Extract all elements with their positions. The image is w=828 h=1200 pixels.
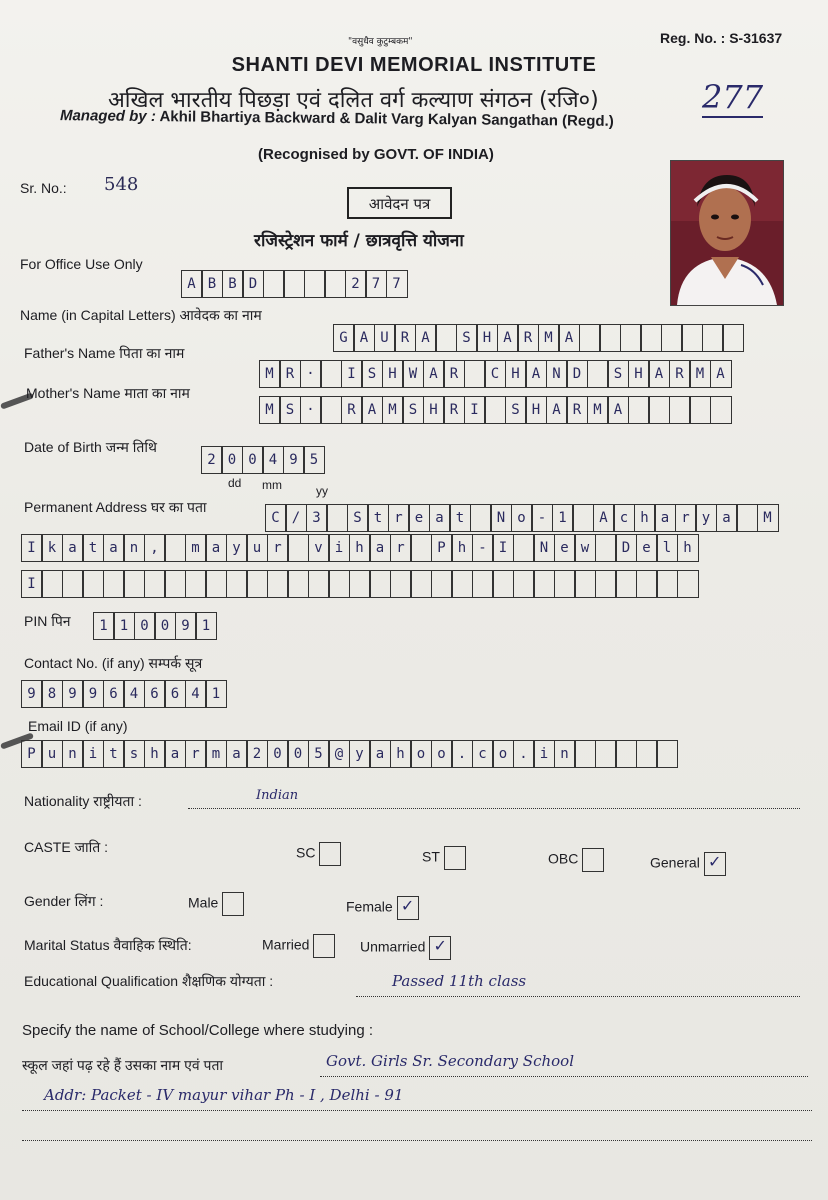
- school-line-3: [22, 1140, 812, 1141]
- char-cell[interactable]: /: [285, 504, 307, 532]
- char-cell[interactable]: 1: [113, 612, 135, 640]
- address-row-1[interactable]: [266, 504, 779, 532]
- char-cell[interactable]: [369, 570, 391, 598]
- char-cell[interactable]: 6: [144, 680, 166, 708]
- char-cell[interactable]: t: [367, 504, 389, 532]
- char-cell[interactable]: r: [185, 740, 207, 768]
- char-cell[interactable]: l: [656, 534, 678, 562]
- char-cell[interactable]: 2: [201, 446, 223, 474]
- char-cell[interactable]: [308, 570, 330, 598]
- mother-name-cells[interactable]: [260, 396, 732, 424]
- char-cell[interactable]: [390, 570, 412, 598]
- office-use-cells: [182, 270, 408, 298]
- managed-by-name: Akhil Bhartiya Backward & Dalit Varg Kalyan Sangathan (Regd.): [159, 108, 614, 130]
- school-label: Specify the name of School/College where studying :: [22, 1022, 374, 1039]
- char-cell[interactable]: 0: [267, 740, 289, 768]
- char-cell[interactable]: c: [613, 504, 635, 532]
- char-cell[interactable]: [636, 740, 658, 768]
- char-cell[interactable]: C: [484, 360, 506, 388]
- char-cell[interactable]: [304, 270, 326, 298]
- char-cell[interactable]: [689, 396, 711, 424]
- char-cell[interactable]: N: [546, 360, 568, 388]
- char-cell[interactable]: [669, 396, 691, 424]
- char-cell[interactable]: A: [415, 324, 437, 352]
- char-cell[interactable]: [205, 570, 227, 598]
- pin-cells[interactable]: [94, 612, 217, 640]
- char-cell[interactable]: [435, 324, 457, 352]
- char-cell[interactable]: S: [402, 396, 424, 424]
- char-cell[interactable]: h: [451, 534, 473, 562]
- caste-obc-checkbox[interactable]: [582, 848, 604, 872]
- caste-general-label: General: [650, 854, 700, 871]
- char-cell[interactable]: A: [648, 360, 670, 388]
- nationality-value: Indian: [256, 788, 299, 803]
- char-cell[interactable]: [595, 534, 617, 562]
- char-cell[interactable]: i: [328, 534, 350, 562]
- char-cell[interactable]: A: [607, 396, 629, 424]
- char-cell[interactable]: ·: [300, 396, 322, 424]
- char-cell[interactable]: o: [511, 504, 533, 532]
- registration-number: Reg. No. : S-31637: [660, 30, 783, 46]
- char-cell[interactable]: [595, 740, 617, 768]
- char-cell[interactable]: A: [181, 270, 203, 298]
- char-cell[interactable]: S: [505, 396, 527, 424]
- char-cell[interactable]: 9: [283, 446, 305, 474]
- char-cell[interactable]: [640, 324, 662, 352]
- caste-sc-label: SC: [296, 844, 316, 861]
- nationality-line: [188, 808, 800, 809]
- char-cell[interactable]: [513, 534, 535, 562]
- char-cell[interactable]: 0: [134, 612, 156, 640]
- char-cell[interactable]: i: [533, 740, 555, 768]
- char-cell[interactable]: 0: [287, 740, 309, 768]
- char-cell[interactable]: w: [574, 534, 596, 562]
- char-cell[interactable]: [722, 324, 744, 352]
- char-cell[interactable]: A: [525, 360, 547, 388]
- char-cell[interactable]: a: [716, 504, 738, 532]
- char-cell[interactable]: y: [695, 504, 717, 532]
- char-cell[interactable]: a: [369, 534, 391, 562]
- char-cell[interactable]: 5: [308, 740, 330, 768]
- char-cell[interactable]: t: [103, 740, 125, 768]
- char-cell[interactable]: [328, 570, 350, 598]
- char-cell[interactable]: S: [456, 324, 478, 352]
- char-cell[interactable]: [572, 504, 594, 532]
- char-cell[interactable]: [263, 270, 285, 298]
- char-cell[interactable]: A: [353, 324, 375, 352]
- char-cell[interactable]: [574, 570, 596, 598]
- char-cell[interactable]: S: [361, 360, 383, 388]
- char-cell[interactable]: [246, 570, 268, 598]
- char-cell[interactable]: ,: [144, 534, 166, 562]
- char-cell[interactable]: B: [201, 270, 223, 298]
- char-cell[interactable]: H: [476, 324, 498, 352]
- serial-number-value: 548: [104, 174, 139, 195]
- char-cell[interactable]: R: [443, 360, 465, 388]
- char-cell[interactable]: 5: [303, 446, 325, 474]
- email-label: Email ID (if any): [28, 718, 128, 734]
- char-cell[interactable]: [579, 324, 601, 352]
- dob-dd-caption: dd: [228, 476, 242, 490]
- motto: "वसुधैव कुटुम्बकम": [348, 37, 413, 47]
- char-cell[interactable]: R: [669, 360, 691, 388]
- char-cell[interactable]: n: [62, 740, 84, 768]
- char-cell[interactable]: [574, 740, 596, 768]
- char-cell[interactable]: [326, 504, 348, 532]
- char-cell[interactable]: r: [390, 534, 412, 562]
- pin-label: PIN पिन: [24, 613, 71, 629]
- char-cell[interactable]: B: [222, 270, 244, 298]
- char-cell[interactable]: 0: [154, 612, 176, 640]
- applicant-photo-image: [671, 161, 783, 305]
- caste-sc-checkbox[interactable]: [319, 842, 341, 866]
- char-cell[interactable]: ·: [300, 360, 322, 388]
- char-cell[interactable]: A: [710, 360, 732, 388]
- char-cell[interactable]: [554, 570, 576, 598]
- char-cell[interactable]: [628, 396, 650, 424]
- institute-title: SHANTI DEVI MEMORIAL INSTITUTE: [231, 54, 597, 76]
- char-cell[interactable]: M: [689, 360, 711, 388]
- char-cell[interactable]: [484, 396, 506, 424]
- application-form-box: आवेदन पत्र: [347, 187, 452, 219]
- char-cell[interactable]: 9: [82, 680, 104, 708]
- char-cell[interactable]: h: [390, 740, 412, 768]
- caste-sc-option[interactable]: [296, 842, 341, 866]
- mother-name-label: Mother's Name माता का नाम: [26, 385, 190, 401]
- char-cell[interactable]: I: [21, 570, 43, 598]
- char-cell[interactable]: [661, 324, 683, 352]
- char-cell[interactable]: [41, 570, 63, 598]
- address-row-3[interactable]: [22, 570, 699, 598]
- school-hindi-label: स्कूल जहां पढ़ रहे हैं उसका नाम एवं पता: [22, 1057, 224, 1073]
- char-cell[interactable]: I: [21, 534, 43, 562]
- char-cell[interactable]: r: [267, 534, 289, 562]
- char-cell[interactable]: a: [654, 504, 676, 532]
- char-cell[interactable]: 4: [123, 680, 145, 708]
- char-cell[interactable]: [736, 504, 758, 532]
- char-cell[interactable]: [656, 740, 678, 768]
- school-line-2: [22, 1110, 812, 1111]
- char-cell[interactable]: n: [554, 740, 576, 768]
- char-cell[interactable]: [513, 570, 535, 598]
- char-cell[interactable]: e: [408, 504, 430, 532]
- char-cell[interactable]: 6: [103, 680, 125, 708]
- dob-mm-caption: mm: [262, 478, 282, 492]
- gender-label: Gender लिंग :: [24, 893, 104, 909]
- gender-male-option[interactable]: [188, 892, 244, 916]
- char-cell[interactable]: H: [382, 360, 404, 388]
- gender-male-checkbox[interactable]: [222, 892, 244, 916]
- char-cell[interactable]: A: [558, 324, 580, 352]
- education-value: Passed 11th class: [392, 972, 527, 990]
- char-cell[interactable]: [472, 570, 494, 598]
- char-cell[interactable]: a: [205, 534, 227, 562]
- marital-unmarried-label: Unmarried: [360, 938, 426, 955]
- char-cell[interactable]: [226, 570, 248, 598]
- applicant-photo: [670, 160, 784, 306]
- char-cell[interactable]: [320, 360, 342, 388]
- char-cell[interactable]: [185, 570, 207, 598]
- school-name-value: Govt. Girls Sr. Secondary School: [326, 1052, 574, 1070]
- char-cell[interactable]: 1: [205, 680, 227, 708]
- char-cell[interactable]: e: [554, 534, 576, 562]
- char-cell[interactable]: [464, 360, 486, 388]
- char-cell[interactable]: 9: [62, 680, 84, 708]
- marital-label: Marital Status वैवाहिक स्थिति:: [24, 937, 192, 953]
- char-cell[interactable]: [287, 570, 309, 598]
- char-cell[interactable]: u: [246, 534, 268, 562]
- char-cell[interactable]: [410, 570, 432, 598]
- name-label: Name (in Capital Letters) आवेदक का नाम: [20, 307, 262, 323]
- char-cell[interactable]: M: [538, 324, 560, 352]
- char-cell[interactable]: I: [492, 534, 514, 562]
- marital-unmarried-checkbox[interactable]: ✓: [429, 936, 451, 960]
- char-cell[interactable]: 1: [552, 504, 574, 532]
- char-cell[interactable]: 2: [345, 270, 367, 298]
- marital-married-checkbox[interactable]: [313, 934, 335, 958]
- char-cell[interactable]: [62, 570, 84, 598]
- contact-label: Contact No. (if any) सम्पर्क सूत्र: [24, 655, 203, 671]
- char-cell[interactable]: o: [492, 740, 514, 768]
- char-cell[interactable]: A: [361, 396, 383, 424]
- char-cell[interactable]: M: [587, 396, 609, 424]
- char-cell[interactable]: t: [449, 504, 471, 532]
- education-line: [356, 996, 800, 997]
- char-cell[interactable]: N: [533, 534, 555, 562]
- caste-label: CASTE जाति :: [24, 839, 108, 855]
- char-cell[interactable]: a: [429, 504, 451, 532]
- office-use-label: For Office Use Only: [20, 256, 143, 272]
- char-cell[interactable]: 4: [262, 446, 284, 474]
- char-cell[interactable]: S: [347, 504, 369, 532]
- char-cell[interactable]: [615, 740, 637, 768]
- char-cell[interactable]: S: [607, 360, 629, 388]
- char-cell[interactable]: .: [451, 740, 473, 768]
- char-cell[interactable]: [123, 570, 145, 598]
- char-cell[interactable]: M: [259, 360, 281, 388]
- char-cell[interactable]: @: [328, 740, 350, 768]
- char-cell[interactable]: 0: [242, 446, 264, 474]
- caste-general-checkbox[interactable]: ✓: [704, 852, 726, 876]
- char-cell[interactable]: [82, 570, 104, 598]
- char-cell[interactable]: [144, 570, 166, 598]
- char-cell[interactable]: [451, 570, 473, 598]
- gender-female-option[interactable]: [346, 896, 419, 920]
- char-cell[interactable]: [349, 570, 371, 598]
- serial-number-label: Sr. No.:: [20, 180, 67, 196]
- hindi-organization-name: अखिल भारतीय पिछड़ा एवं दलित वर्ग कल्याण संगठन (रजि०): [108, 88, 599, 113]
- char-cell[interactable]: i: [82, 740, 104, 768]
- char-cell[interactable]: -: [472, 534, 494, 562]
- marital-unmarried-option[interactable]: [360, 936, 451, 960]
- char-cell[interactable]: A: [546, 396, 568, 424]
- char-cell[interactable]: 3: [306, 504, 328, 532]
- caste-st-option[interactable]: [422, 846, 466, 870]
- char-cell[interactable]: 0: [221, 446, 243, 474]
- char-cell[interactable]: t: [82, 534, 104, 562]
- char-cell[interactable]: r: [388, 504, 410, 532]
- char-cell[interactable]: a: [226, 740, 248, 768]
- char-cell[interactable]: H: [525, 396, 547, 424]
- caste-st-checkbox[interactable]: [444, 846, 466, 870]
- gender-female-checkbox[interactable]: ✓: [397, 896, 419, 920]
- char-cell[interactable]: 8: [41, 680, 63, 708]
- char-cell[interactable]: A: [593, 504, 615, 532]
- char-cell[interactable]: a: [369, 740, 391, 768]
- char-cell[interactable]: r: [675, 504, 697, 532]
- caste-obc-label: OBC: [548, 850, 579, 867]
- education-label: Educational Qualification शैक्षणिक योग्यता :: [24, 973, 274, 989]
- char-cell[interactable]: [710, 396, 732, 424]
- char-cell[interactable]: u: [41, 740, 63, 768]
- char-cell[interactable]: [636, 570, 658, 598]
- char-cell[interactable]: R: [443, 396, 465, 424]
- char-cell[interactable]: [470, 504, 492, 532]
- char-cell[interactable]: U: [374, 324, 396, 352]
- caste-obc-option[interactable]: [548, 848, 604, 872]
- char-cell[interactable]: P: [431, 534, 453, 562]
- char-cell[interactable]: [287, 534, 309, 562]
- char-cell[interactable]: C: [265, 504, 287, 532]
- char-cell[interactable]: .: [513, 740, 535, 768]
- char-cell[interactable]: 9: [175, 612, 197, 640]
- char-cell[interactable]: 1: [93, 612, 115, 640]
- char-cell[interactable]: [103, 570, 125, 598]
- char-cell[interactable]: [648, 396, 670, 424]
- dob-yy-caption: yy: [316, 484, 328, 498]
- school-address-value: Addr: Packet - IV mayur vihar Ph - I , Delhi - 91: [44, 1086, 404, 1104]
- char-cell[interactable]: [410, 534, 432, 562]
- char-cell[interactable]: G: [333, 324, 355, 352]
- char-cell[interactable]: s: [123, 740, 145, 768]
- char-cell[interactable]: a: [103, 534, 125, 562]
- school-line-1: [320, 1076, 808, 1077]
- char-cell[interactable]: R: [279, 360, 301, 388]
- address-row-2[interactable]: [22, 534, 699, 562]
- char-cell[interactable]: M: [757, 504, 779, 532]
- char-cell[interactable]: o: [410, 740, 432, 768]
- char-cell[interactable]: c: [472, 740, 494, 768]
- caste-st-label: ST: [422, 848, 440, 865]
- char-cell[interactable]: 6: [164, 680, 186, 708]
- char-cell[interactable]: h: [677, 534, 699, 562]
- char-cell[interactable]: D: [615, 534, 637, 562]
- char-cell[interactable]: -: [531, 504, 553, 532]
- char-cell[interactable]: [164, 534, 186, 562]
- char-cell[interactable]: A: [497, 324, 519, 352]
- gender-male-label: Male: [188, 894, 219, 911]
- char-cell[interactable]: [533, 570, 555, 598]
- char-cell[interactable]: 1: [195, 612, 217, 640]
- form-title: रजिस्ट्रेशन फार्म / छात्रवृत्ति योजना: [254, 231, 464, 251]
- char-cell[interactable]: [615, 570, 637, 598]
- char-cell[interactable]: [283, 270, 305, 298]
- char-cell[interactable]: I: [464, 396, 486, 424]
- char-cell[interactable]: M: [382, 396, 404, 424]
- char-cell[interactable]: R: [394, 324, 416, 352]
- caste-general-option[interactable]: [650, 852, 726, 876]
- email-cells[interactable]: [22, 740, 678, 768]
- char-cell[interactable]: [677, 570, 699, 598]
- char-cell[interactable]: [587, 360, 609, 388]
- char-cell[interactable]: [599, 324, 621, 352]
- name-cells[interactable]: [334, 324, 744, 352]
- char-cell[interactable]: y: [349, 740, 371, 768]
- char-cell[interactable]: D: [242, 270, 264, 298]
- char-cell[interactable]: [492, 570, 514, 598]
- char-cell[interactable]: a: [164, 740, 186, 768]
- char-cell[interactable]: m: [185, 534, 207, 562]
- gender-female-label: Female: [346, 898, 393, 915]
- char-cell[interactable]: h: [634, 504, 656, 532]
- char-cell[interactable]: [324, 270, 346, 298]
- managed-by-prefix: Managed by :: [59, 107, 156, 126]
- address-label: Permanent Address घर का पता: [24, 499, 207, 515]
- marital-married-label: Married: [262, 936, 310, 953]
- marital-married-option[interactable]: [262, 934, 335, 958]
- char-cell[interactable]: H: [423, 396, 445, 424]
- char-cell[interactable]: e: [636, 534, 658, 562]
- recognition-line: (Recognised by GOVT. OF INDIA): [258, 146, 494, 163]
- char-cell[interactable]: 7: [365, 270, 387, 298]
- char-cell[interactable]: h: [144, 740, 166, 768]
- char-cell[interactable]: N: [490, 504, 512, 532]
- char-cell[interactable]: [320, 396, 342, 424]
- char-cell[interactable]: [620, 324, 642, 352]
- char-cell[interactable]: [267, 570, 289, 598]
- char-cell[interactable]: o: [431, 740, 453, 768]
- char-cell[interactable]: y: [226, 534, 248, 562]
- char-cell[interactable]: m: [205, 740, 227, 768]
- char-cell[interactable]: 9: [21, 680, 43, 708]
- char-cell[interactable]: h: [349, 534, 371, 562]
- father-name-label: Father's Name पिता का नाम: [24, 345, 185, 361]
- dob-label: Date of Birth जन्म तिथि: [24, 439, 157, 455]
- char-cell[interactable]: M: [259, 396, 281, 424]
- char-cell[interactable]: R: [341, 396, 363, 424]
- char-cell[interactable]: R: [566, 396, 588, 424]
- char-cell[interactable]: P: [21, 740, 43, 768]
- char-cell[interactable]: H: [628, 360, 650, 388]
- char-cell[interactable]: H: [505, 360, 527, 388]
- char-cell[interactable]: [431, 570, 453, 598]
- char-cell[interactable]: W: [402, 360, 424, 388]
- char-cell[interactable]: 4: [185, 680, 207, 708]
- char-cell[interactable]: I: [341, 360, 363, 388]
- char-cell[interactable]: R: [517, 324, 539, 352]
- contact-cells[interactable]: [22, 680, 227, 708]
- char-cell[interactable]: v: [308, 534, 330, 562]
- father-name-cells[interactable]: [260, 360, 732, 388]
- char-cell[interactable]: a: [62, 534, 84, 562]
- char-cell[interactable]: [681, 324, 703, 352]
- char-cell[interactable]: n: [123, 534, 145, 562]
- char-cell[interactable]: [702, 324, 724, 352]
- char-cell[interactable]: k: [41, 534, 63, 562]
- char-cell[interactable]: S: [279, 396, 301, 424]
- char-cell[interactable]: 7: [386, 270, 408, 298]
- char-cell[interactable]: 2: [246, 740, 268, 768]
- char-cell[interactable]: A: [423, 360, 445, 388]
- char-cell[interactable]: [595, 570, 617, 598]
- char-cell[interactable]: [656, 570, 678, 598]
- char-cell[interactable]: D: [566, 360, 588, 388]
- dob-cells[interactable]: [202, 446, 325, 474]
- nationality-label: Nationality राष्ट्रीयता :: [24, 793, 142, 809]
- char-cell[interactable]: [164, 570, 186, 598]
- handwritten-form-number: 277: [702, 78, 764, 116]
